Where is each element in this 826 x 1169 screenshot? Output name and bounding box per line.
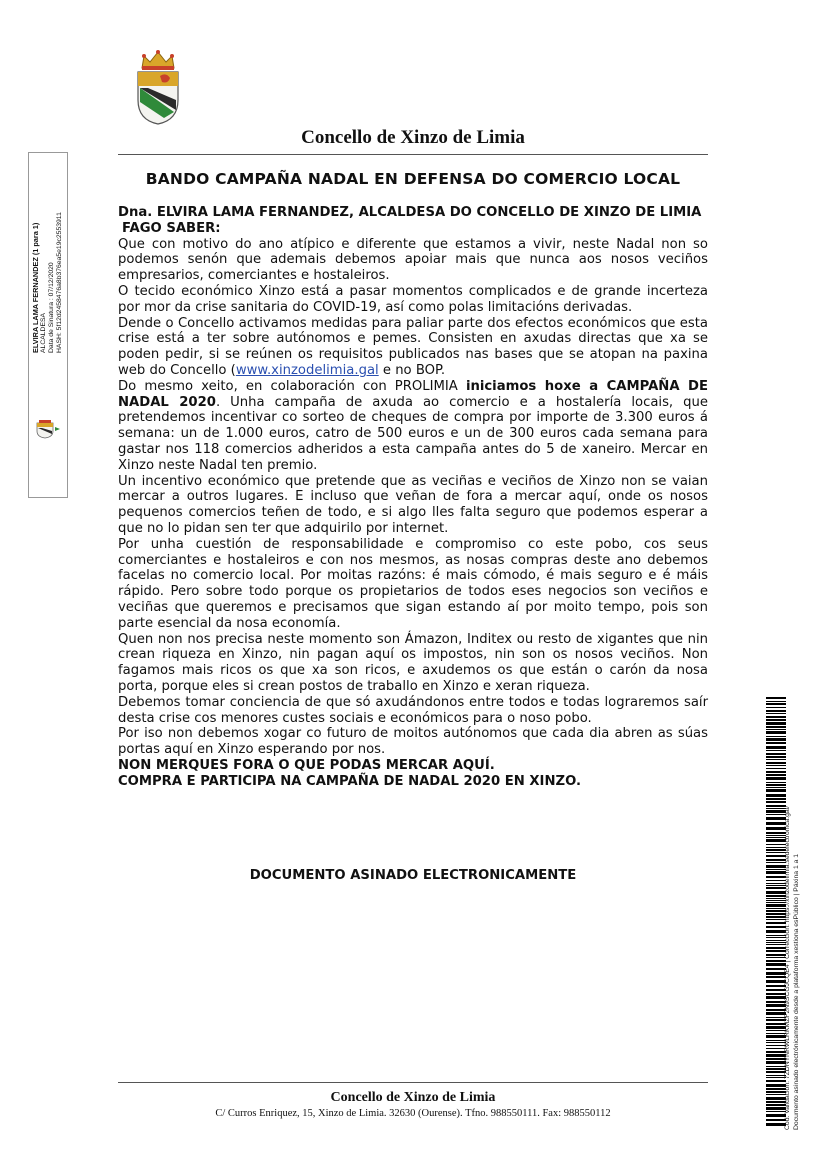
- barcode-bar: [766, 849, 786, 851]
- barcode-bar: [766, 1075, 786, 1076]
- barcode-bar: [766, 1094, 786, 1095]
- barcode-bar: [766, 1051, 786, 1053]
- validation-code: Cod. Validación: 7ZDNYNRWLRKMZF2N9SCGJCQE4 | Corrección: https://xinzodelimia.sedelectronica.gal/: [784, 805, 791, 1130]
- barcode-bar: [766, 801, 786, 803]
- barcode-bar: [766, 768, 786, 769]
- campaign-highlight: iniciamos hoxe a CAMPAÑA DE NADAL 2020: [118, 378, 708, 410]
- footer-address: C/ Curros Enriquez, 15, Xinzo de Limia. 32630 (Ourense). Tfno. 988550111. Fax: 988550112: [215, 1108, 611, 1119]
- paragraph-3: [118, 316, 708, 379]
- barcode-bar: [766, 937, 786, 938]
- barcode-bar: [766, 716, 786, 718]
- issuer-line: Dna. ELVIRA LAMA FERNANDEZ, ALCALDESA DO CONCELLO DE XINZO DE LIMIA: [118, 205, 702, 220]
- barcode-bar: [766, 736, 786, 737]
- barcode-bar: [766, 1104, 786, 1106]
- barcode-bar: [766, 942, 786, 943]
- barcode-bar: [766, 794, 786, 797]
- barcode-bar: [766, 944, 786, 945]
- barcode-bar: [766, 985, 786, 987]
- barcode-bar: [766, 750, 786, 751]
- barcode-bar: [766, 1048, 786, 1049]
- validation-platform: Documento asinado electrónicamente desde a plataforma xestiona esPúblico | Páxina 1 a 1: [792, 853, 800, 1130]
- barcode-bar: [766, 756, 786, 758]
- paragraph-1: Que con motivo do ano atípico e diferente que estamos a vivir, neste Nadal non so podemos senón que ademais debemos apoiar mais que nunca aos nosos veciños empresarios, comerciantes e hostaleiros.: [118, 236, 708, 284]
- barcode-bar: [766, 1119, 786, 1121]
- barcode-bar: [766, 814, 786, 815]
- barcode-bar: [766, 1009, 786, 1011]
- barcode-bar: [766, 1111, 786, 1112]
- barcode-bar: [766, 789, 786, 792]
- header-title: Concello de Xinzo de Limia: [301, 127, 525, 148]
- signature-stamp: [28, 152, 68, 498]
- paragraph-6: Por unha cuestión de responsabilidade e compromiso co este pobo, cos seus comerciantes e hostaleiros e con nos mesmos, as nosas compras deste ano debemos facelas no comercio local. Por moitas razóns: é mais cómodo, é mais seguro e é máis rápido. Pero sobre todo porque os propietarios de todos eses negocios son veciños e veciñas que queremos e precisamos que sigan estando aí por moito tempo, pois son parte esencial da nosa economía.: [118, 536, 708, 631]
- footer-title: Concello de Xinzo de Limia: [330, 1090, 496, 1105]
- paragraph-7: Quen non nos precisa neste momento son Ámazon, Inditex ou resto de xigantes que nin crean riqueza en Xinzo, nin pagan aquí os impostos, nin son os nosos veciños. Non fagamos mais ricos os que xa son ricos, e axudemos os que están o carón da nosa porta, porque eles si crean postos de traballo en Xinzo e xeran riqueza.: [118, 631, 708, 694]
- barcode-bar: [766, 827, 786, 830]
- signature-date: Data de Sinatura : 07/12/2020: [48, 262, 55, 353]
- document-body: [118, 205, 708, 789]
- barcode-bar: [766, 1080, 786, 1082]
- barcode-bar: [766, 1061, 786, 1064]
- signature-text: [32, 183, 64, 353]
- barcode-bar: [766, 787, 786, 788]
- barcode-bar: [766, 852, 786, 853]
- barcode-bar: [766, 904, 786, 907]
- barcode-bar: [766, 900, 786, 901]
- barcode-bar: [766, 774, 786, 776]
- barcode-bar: [766, 895, 786, 897]
- barcode-bar: [766, 837, 786, 838]
- barcode-bar: [766, 876, 786, 878]
- validation-info: [784, 710, 801, 1130]
- barcode-bar: [766, 869, 786, 870]
- barcode-bar: [766, 777, 786, 780]
- paragraph-4: [118, 379, 708, 474]
- barcode-bar: [766, 1026, 786, 1029]
- barcode-bar: [766, 822, 786, 825]
- barcode-bar: [766, 746, 786, 749]
- barcode-bar: [766, 844, 786, 845]
- barcode-bar: [766, 719, 786, 721]
- barcode-bar: [766, 910, 786, 912]
- barcode-bar: [766, 989, 786, 991]
- barcode-bar: [766, 1023, 786, 1025]
- barcode-bar: [766, 930, 786, 933]
- barcode-bar: [766, 1001, 786, 1003]
- barcode-bar: [766, 1054, 786, 1057]
- barcode-bar: [766, 782, 786, 783]
- barcode-bar: [766, 916, 786, 918]
- barcode-bar: [766, 891, 786, 894]
- barcode-bar: [766, 765, 786, 766]
- slogan-1: NON MERQUES FORA O QUE PODAS MERCAR AQUÍ.: [118, 757, 495, 773]
- header-divider: [118, 154, 708, 155]
- barcode-bar: [766, 701, 786, 702]
- signer-role: ALCALDESA: [40, 312, 47, 353]
- barcode-bar: [766, 810, 786, 813]
- signature-hash: HASH: 5f12d2458476a8b376ea5e19c2553911: [56, 212, 63, 353]
- barcode-bar: [766, 847, 786, 848]
- barcode-bar: [766, 835, 786, 836]
- barcode-bar: [766, 817, 786, 820]
- barcode-bar: [766, 1066, 786, 1067]
- barcode-bar: [766, 1017, 786, 1018]
- barcode-bar: [766, 855, 786, 857]
- barcode-bar: [766, 753, 786, 755]
- paragraph-3-end: e no BOP.: [378, 362, 446, 378]
- barcode-bar: [766, 771, 786, 773]
- barcode-bar: [766, 913, 786, 915]
- barcode-bar: [766, 1077, 786, 1078]
- barcode-bar: [766, 1058, 786, 1060]
- barcode-bar: [766, 922, 786, 924]
- barcode-bar: [766, 1123, 786, 1126]
- barcode-bar: [766, 980, 786, 983]
- barcode-bar: [766, 703, 786, 705]
- barcode-bar: [766, 972, 786, 975]
- paragraph-4-intro: Do mesmo xeito, en colaboración con PROLIMIA: [118, 378, 466, 394]
- barcode-bar: [766, 862, 786, 863]
- barcode-bar: [766, 968, 786, 970]
- barcode-bar: [766, 993, 786, 995]
- barcode-bar: [766, 950, 786, 952]
- barcode-bar: [766, 963, 786, 966]
- slogan-2: COMPRA E PARTICIPA NA CAMPAÑA DE NADAL 2020 EN XINZO.: [118, 773, 581, 789]
- barcode-bar: [766, 713, 786, 714]
- barcode-bar: [766, 883, 786, 884]
- barcode-bar: [766, 832, 786, 834]
- coat-of-arms-icon: [134, 48, 182, 126]
- barcode-bar: [766, 1114, 786, 1117]
- barcode-bar: [766, 1004, 786, 1007]
- barcode-bar: [766, 880, 786, 881]
- barcode-bar: [766, 1091, 786, 1093]
- barcode-bar: [766, 898, 786, 899]
- barcode-bar: [766, 762, 786, 764]
- signed-note: DOCUMENTO ASINADO ELECTRONICAMENTE: [249, 868, 577, 883]
- barcode-bar: [766, 722, 786, 725]
- barcode-bar: [766, 940, 786, 941]
- barcode-bar: [766, 839, 786, 842]
- barcode-bar: [766, 887, 786, 889]
- barcode: [766, 697, 786, 1127]
- barcode-bar: [766, 1040, 786, 1041]
- barcode-bar: [766, 707, 786, 708]
- barcode-bar: [766, 926, 786, 928]
- barcode-bar: [766, 710, 786, 712]
- signer-name: ELVIRA LAMA FERNANDEZ (1 para 1): [31, 222, 40, 353]
- barcode-bar: [766, 1068, 786, 1070]
- barcode-bar: [766, 731, 786, 734]
- barcode-bar: [766, 902, 786, 903]
- barcode-bar: [766, 1035, 786, 1038]
- barcode-bar: [766, 996, 786, 999]
- paragraph-4-rest: . Unha campaña de axuda ao comercio e a hostalería locais, que pretendemos incentivar co sorteo de cheques de compra por importe de 3.300 euros á semana: un de 1.000 euros, catro de 500 euros e un de 300 euros cada semana para gastar nos 118 comercios adheridos a esta campaña antes do 5 de xaneiro. Mercar en Xinzo neste Nadal ten premio.: [118, 394, 708, 473]
- barcode-bar: [766, 871, 786, 874]
- barcode-bar: [766, 1107, 786, 1110]
- barcode-bar: [766, 960, 786, 962]
- barcode-bar: [766, 729, 786, 730]
- paragraph-5: Un incentivo económico que pretende que as veciñas e veciños de Xinzo non se vaian mercar a outros lugares. E incluso que veñan de fora a mercar aquí, onde os nosos pequenos comercios teñen de todo, e si algo lles falta seguro que podemos esperar a que no lo pidan sen ter que adquirilo por internet.: [118, 473, 708, 536]
- barcode-bar: [766, 1101, 786, 1103]
- barcode-bar: [766, 808, 786, 809]
- paragraph-9: Por iso non debemos xogar co futuro de moitos autónomos que cada dia abren as súas portas aquí en Xinzo esperando por nos.: [118, 726, 708, 758]
- barcode-bar: [766, 919, 786, 920]
- paragraph-3-text: Dende o Concello activamos medidas para paliar parte dos efectos económicos que esta crise está a ter sobre autónomos e pemes. Consisten en axudas directas que xa se poden pedir, si se reúnen os requisitos publicados nas bases que se atopan na paxina web do Concello (: [118, 315, 708, 378]
- barcode-bar: [766, 1033, 786, 1034]
- barcode-bar: [766, 947, 786, 949]
- document-title: BANDO CAMPAÑA NADAL EN DEFENSA DO COMERCIO LOCAL: [145, 170, 681, 188]
- barcode-bar: [766, 1084, 786, 1087]
- barcode-bar: [766, 954, 786, 956]
- barcode-bar: [766, 957, 786, 958]
- barcode-bar: [766, 726, 786, 728]
- paragraph-8: Debemos tomar conciencia de que só axudándonos entre todos e todas lograremos saír desta crise cos menores custes sociais e económicos para o noso pobo.: [118, 694, 708, 726]
- barcode-bar: [766, 859, 786, 861]
- barcode-bar: [766, 697, 786, 699]
- barcode-bar: [766, 1045, 786, 1046]
- barcode-bar: [766, 742, 786, 744]
- barcode-bar: [766, 1042, 786, 1043]
- barcode-bar: [766, 784, 786, 786]
- website-link[interactable]: www.xinzodelimia.gal: [235, 362, 379, 378]
- barcode-bar: [766, 798, 786, 800]
- barcode-bar: [766, 805, 786, 807]
- barcode-bar: [766, 1088, 786, 1090]
- fago-saber: FAGO SABER:: [122, 220, 221, 236]
- barcode-bar: [766, 1071, 786, 1073]
- mini-crest-icon: [35, 419, 61, 439]
- barcode-bar: [766, 738, 786, 741]
- barcode-bar: [766, 1030, 786, 1031]
- barcode-bar: [766, 759, 786, 760]
- barcode-bar: [766, 976, 786, 978]
- barcode-bar: [766, 865, 786, 868]
- barcode-bar: [766, 1097, 786, 1100]
- barcode-bar: [766, 935, 786, 936]
- barcode-bar: [766, 1012, 786, 1015]
- barcode-bar: [766, 885, 786, 886]
- barcode-bar: [766, 1019, 786, 1021]
- footer-divider: [118, 1082, 708, 1083]
- barcode-bar: [766, 908, 786, 909]
- paragraph-2: O tecido económico Xinzo está a pasar momentos complicados e de grande incerteza por mor da crise sanitaria do COVID-19, así como polas limitacións derivadas.: [118, 283, 708, 315]
